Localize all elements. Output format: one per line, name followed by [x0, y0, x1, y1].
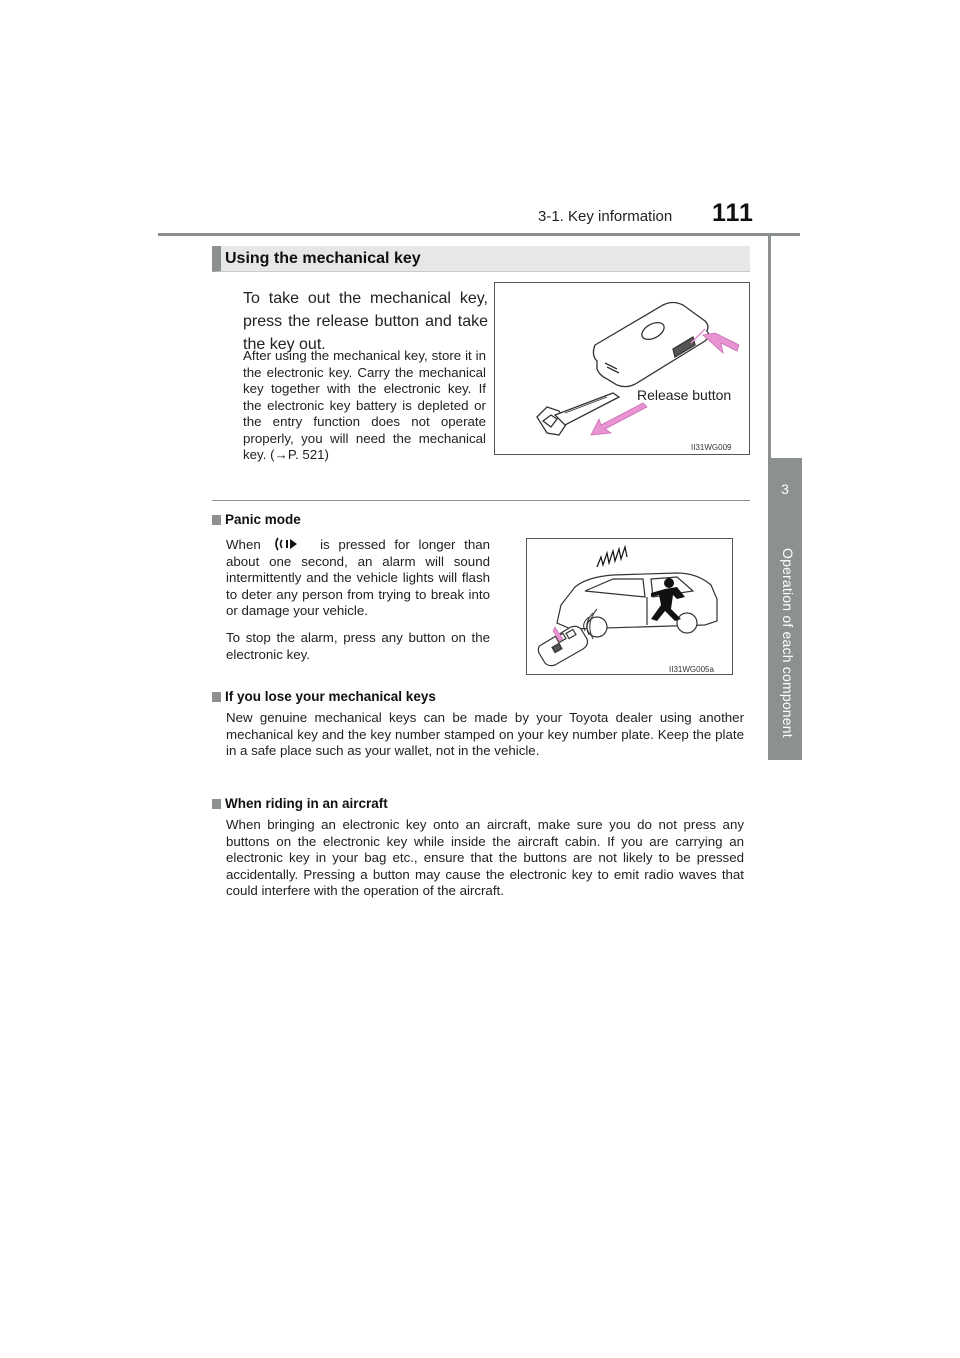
figure-mechanical-key: [494, 282, 750, 455]
section-divider: [212, 500, 750, 501]
lose-keys-text: New genuine mechanical keys can be made by your Toyota dealer using another mechanical key and the key number stamped on your key number plate. Keep the plate in a safe place such as your wallet, not in the vehicle.: [226, 710, 744, 759]
car-icon: [557, 573, 717, 637]
lose-keys-heading: If you lose your mechanical keys: [212, 689, 436, 704]
aircraft-heading: When riding in an aircraft: [212, 796, 388, 811]
aircraft-text: When bringing an electronic key onto an aircraft, make sure you do not press any buttons on the electronic key while inside the aircraft cabin. If you are carrying an electronic key in your bag etc., ensure that the buttons are not likely to be pressed accidentally. Pressing a button may cause the electronic key to emit radio waves that could interfere with the operation of the aircraft.: [226, 817, 744, 899]
bullet-square-icon: [212, 515, 221, 525]
bullet-square-icon: [212, 692, 221, 702]
electronic-key-icon: [538, 626, 587, 665]
page-number: 111: [712, 199, 754, 227]
panic-mode-stop-text: To stop the alarm, press any button on the electronic key.: [226, 630, 490, 662]
bullet-square-icon: [212, 799, 221, 809]
chapter-number: 3: [781, 481, 789, 497]
key-fob-illustration: [495, 283, 749, 454]
panic-button-icon: [273, 537, 307, 551]
section-title: 3-1. Key information: [538, 208, 673, 225]
header-rule: [158, 233, 800, 236]
side-rule-top: [768, 236, 771, 458]
chapter-title: Operation of each component: [780, 548, 796, 738]
chapter-tab: [768, 458, 802, 520]
figure2-code: II31WG005a: [669, 665, 714, 674]
lead-text: To take out the mechanical key, press the release button and take the key out.: [243, 290, 488, 353]
release-button-label: Release button: [637, 387, 732, 403]
figure1-code: II31WG009: [691, 443, 732, 452]
section-heading: Using the mechanical key: [225, 250, 421, 267]
alarm-burst-icon: [597, 547, 627, 567]
car-alarm-illustration: [527, 539, 732, 674]
mechanical-key-icon: [537, 393, 619, 435]
figure-panic-alarm: [526, 538, 733, 675]
note-text: After using the mechanical key, store it in the electronic key. Carry the mechanical key together with the electronic key. If the electronic key battery is depleted or the entry function does not operate properly, you will need the mechanical key. (→P. 521): [243, 348, 486, 462]
panic-mode-text: When is pressed for longer than about one second, an alarm will sound intermittently and the vehicle lights will flash to deter any person from trying to break into or damage your vehicle.: [226, 537, 491, 619]
panic-mode-heading: Panic mode: [212, 512, 301, 527]
electronic-key-icon: [593, 303, 708, 387]
